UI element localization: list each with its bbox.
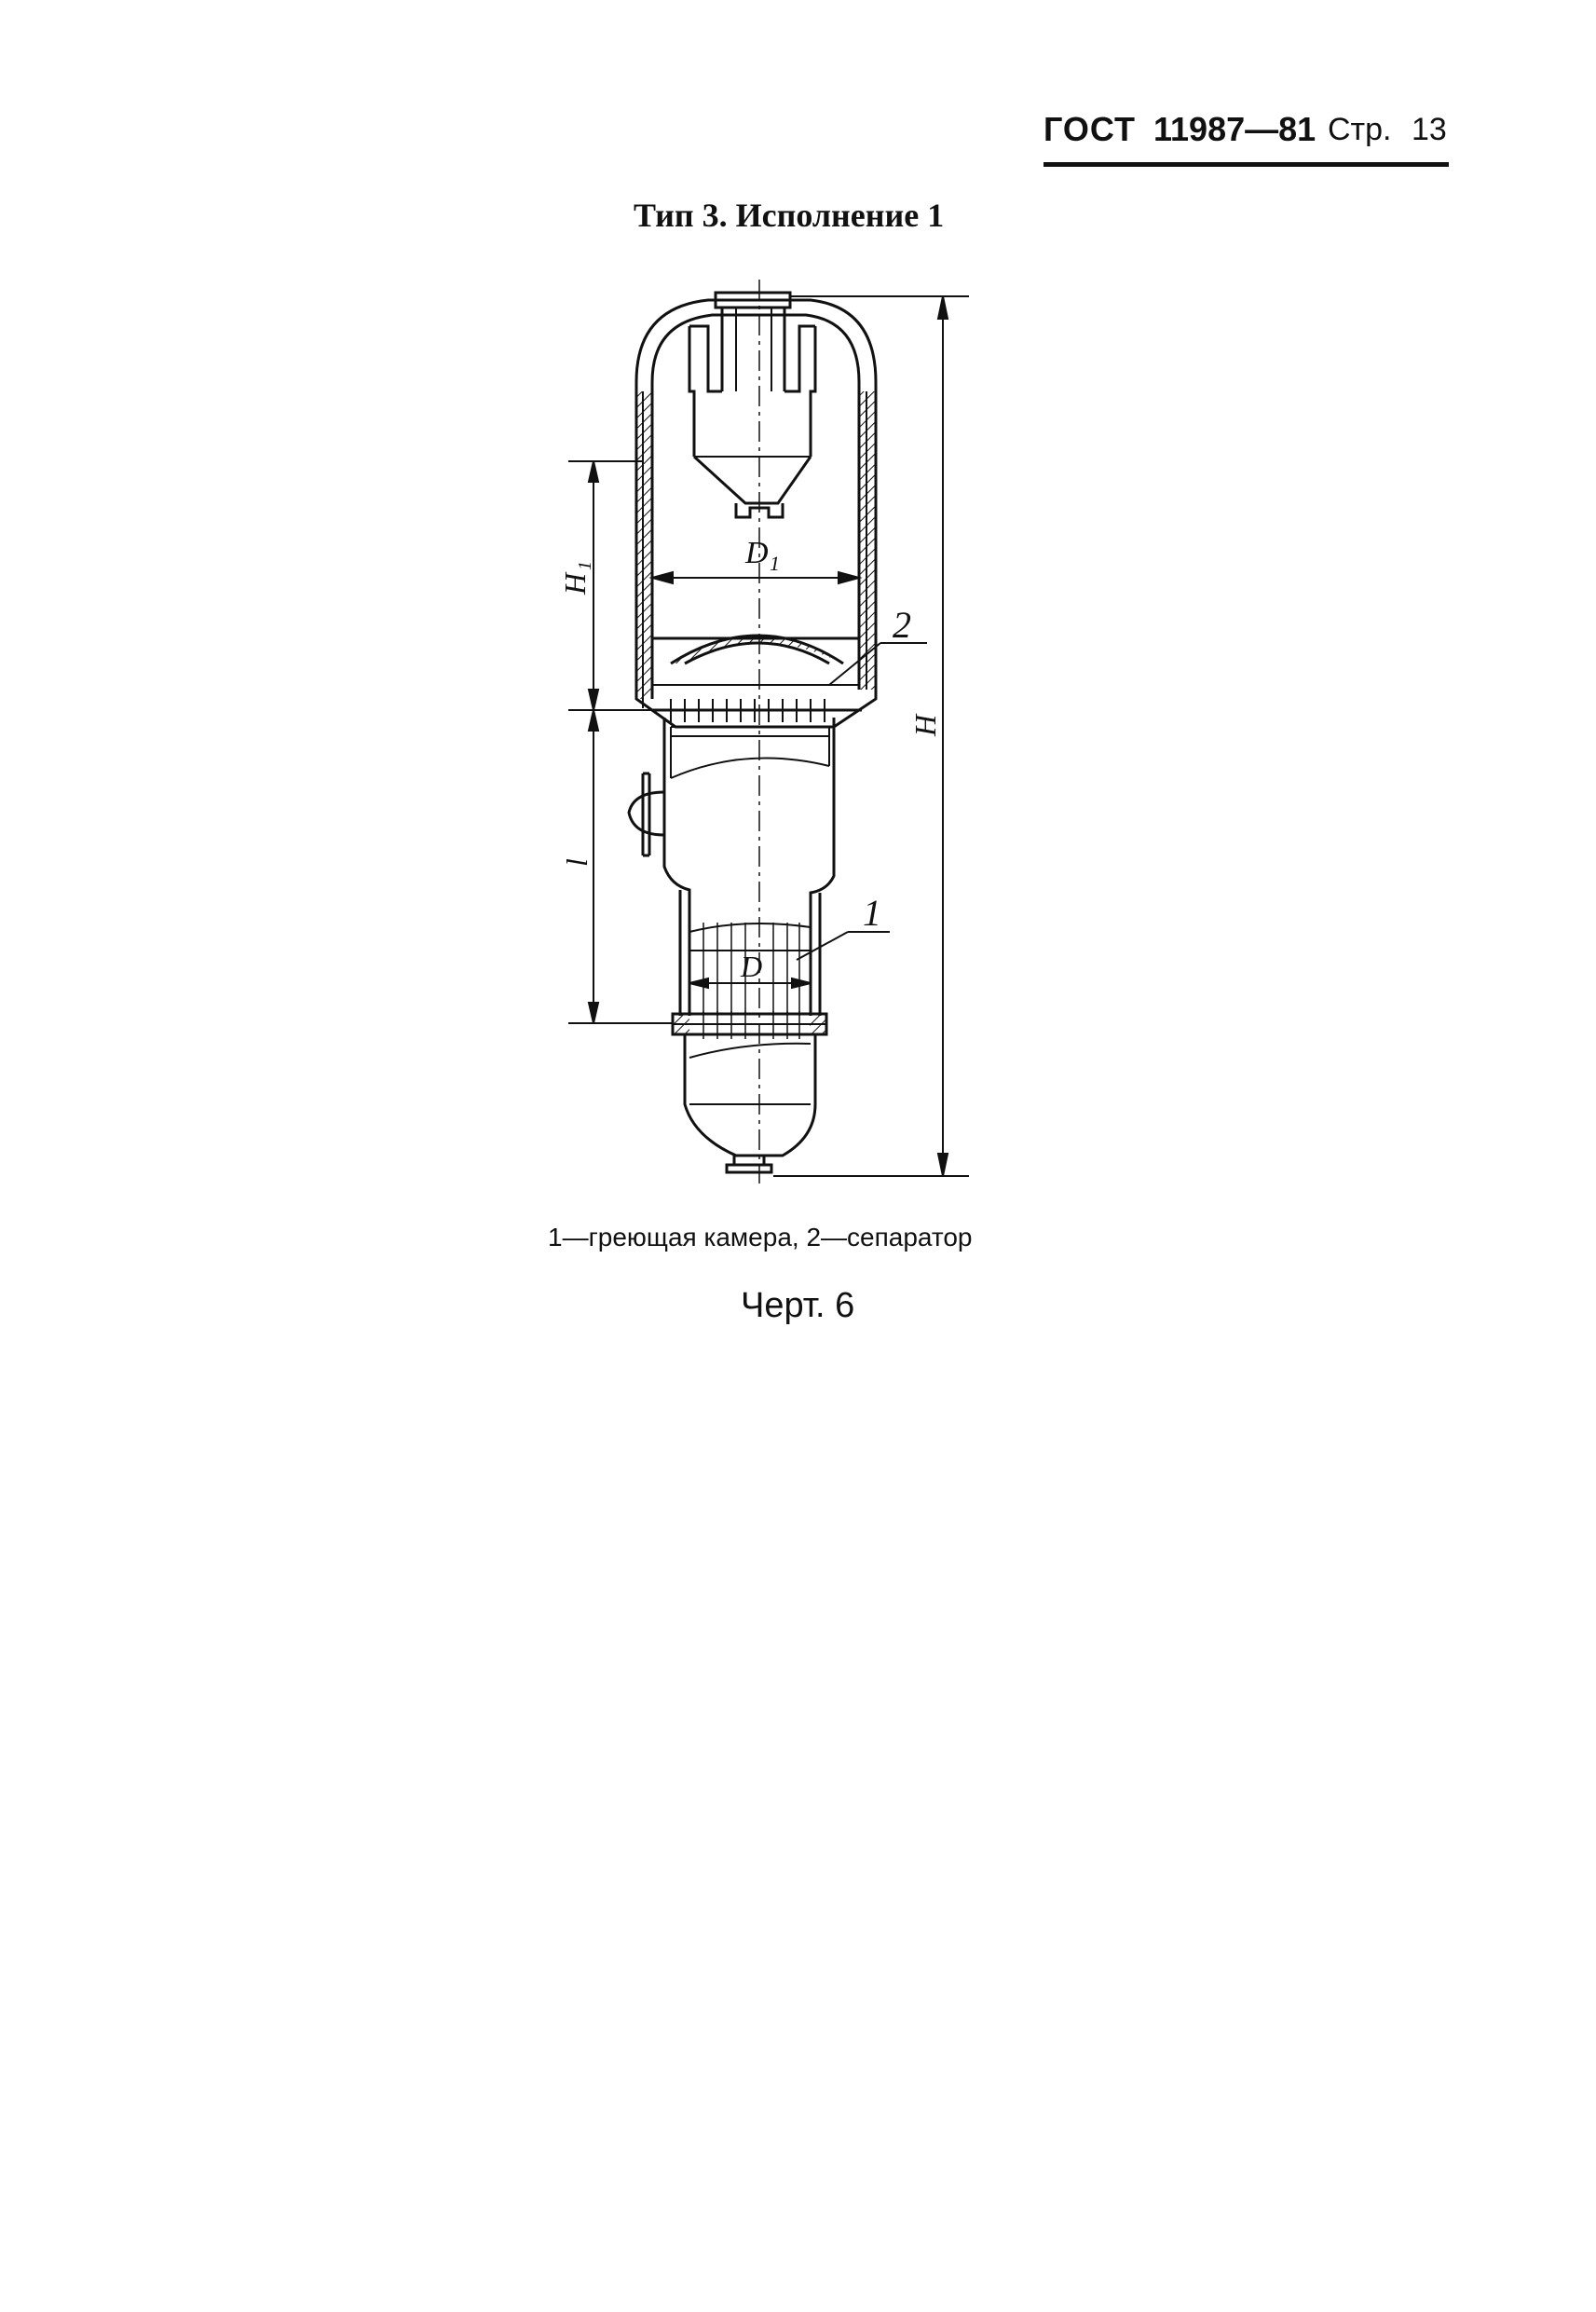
h1-label: H [558,572,592,595]
d1-dimension [652,572,859,583]
separator-wall-hatch-right [859,391,876,690]
bottom-flange [673,1014,826,1034]
top-nozzle [716,293,790,391]
callout-2: 2 [893,604,911,646]
evaporator-drawing [540,280,1025,1193]
header-rule [1044,162,1449,167]
page-number: 13 [1412,112,1447,147]
upper-tube-sheet [652,699,862,722]
callout-1: 1 [863,892,881,934]
figure-number: Черт. 6 [741,1286,855,1325]
separator-wall-hatch [636,391,652,699]
callout-2-leader [829,643,927,685]
bottom-head [685,1034,815,1172]
figure-title [634,196,944,235]
cyclone-insert [689,326,815,517]
page-header [1044,110,1453,175]
standard-label: ГОСТ [1044,110,1137,148]
flange-hatch-right [810,1014,826,1034]
type-text: Тип 3. [634,197,728,234]
h1-subscript: 1 [575,561,595,570]
page-prefix: Стр. [1328,112,1392,147]
flange-hatch-left [673,1014,689,1034]
d1-subscript: 1 [770,552,780,575]
d-label: D [741,950,763,983]
d1-label: D [745,536,769,570]
h-label: H [908,714,942,736]
figure-caption: 1—греющая камера, 2—сепаратор [548,1223,973,1252]
side-nozzle [629,773,664,855]
l-label: l [560,858,593,867]
variant-text: Исполнение 1 [735,197,945,234]
standard-number: 11987—81 [1153,110,1316,148]
